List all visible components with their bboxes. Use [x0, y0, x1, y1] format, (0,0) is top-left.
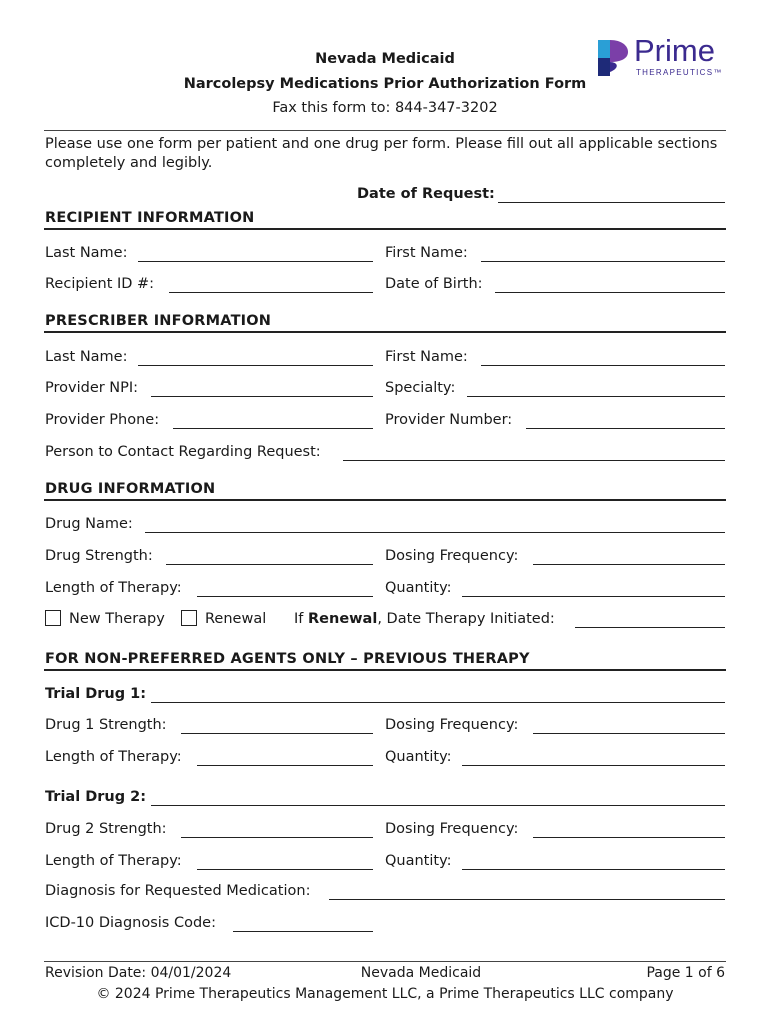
- contact-person-label: Person to Contact Regarding Request:: [45, 444, 321, 460]
- date-of-birth-label: Date of Birth:: [385, 276, 483, 292]
- logo-name: Prime: [634, 33, 715, 68]
- drug-2-quantity-field[interactable]: [462, 869, 725, 870]
- trial-drug-2-label: Trial Drug 2:: [45, 789, 147, 805]
- drug-1-length-of-therapy-field[interactable]: [197, 765, 373, 766]
- drug-strength-label: Drug Strength:: [45, 548, 153, 564]
- icd10-label: ICD-10 Diagnosis Code:: [45, 915, 216, 931]
- diagnosis-label: Diagnosis for Requested Medication:: [45, 883, 311, 899]
- prime-therapeutics-logo: [596, 33, 736, 80]
- drug-1-length-of-therapy-label: Length of Therapy:: [45, 749, 182, 765]
- drug-2-length-of-therapy-label: Length of Therapy:: [45, 853, 182, 869]
- trial-drug-1-label: Trial Drug 1:: [45, 686, 147, 702]
- footer-divider: [44, 961, 726, 962]
- provider-npi-label: Provider NPI:: [45, 380, 139, 396]
- provider-phone-label: Provider Phone:: [45, 412, 160, 428]
- drug-1-quantity-label: Quantity:: [385, 749, 452, 765]
- recipient-last-name-label: Last Name:: [45, 245, 128, 261]
- recipient-id-label: Recipient ID #:: [45, 276, 155, 292]
- section-heading-previous-therapy: FOR NON-PREFERRED AGENTS ONLY – PREVIOUS THERAPY: [45, 651, 530, 667]
- dosing-frequency-label: Dosing Frequency:: [385, 548, 519, 564]
- page-number: Page 1 of 6: [646, 965, 725, 981]
- date-therapy-initiated-field[interactable]: [575, 627, 725, 628]
- drug-2-quantity-label: Quantity:: [385, 853, 452, 869]
- prescriber-first-name-label: First Name:: [385, 349, 468, 365]
- drug-1-strength-label: Drug 1 Strength:: [45, 717, 167, 733]
- provider-number-label: Provider Number:: [385, 412, 513, 428]
- section-heading-prescriber: PRESCRIBER INFORMATION: [45, 313, 272, 329]
- specialty-field[interactable]: [467, 396, 725, 397]
- date-therapy-initiated-label: If Renewal, Date Therapy Initiated:: [294, 611, 555, 627]
- trial-drug-1-field[interactable]: [151, 702, 725, 703]
- drug-2-dosing-frequency-label: Dosing Frequency:: [385, 821, 519, 837]
- provider-npi-field[interactable]: [151, 396, 373, 397]
- header-divider: [44, 130, 726, 131]
- drug-2-length-of-therapy-field[interactable]: [197, 869, 373, 870]
- length-of-therapy-field[interactable]: [197, 596, 373, 597]
- drug-2-strength-label: Drug 2 Strength:: [45, 821, 167, 837]
- form-title: Narcolepsy Medications Prior Authorization Form: [183, 76, 587, 92]
- recipient-first-name-label: First Name:: [385, 245, 468, 261]
- provider-number-field[interactable]: [526, 428, 725, 429]
- renewal-label: Renewal: [205, 611, 267, 627]
- prime-logo-mark-icon: [596, 38, 630, 78]
- quantity-label: Quantity:: [385, 580, 452, 596]
- quantity-field[interactable]: [462, 596, 725, 597]
- drug-1-strength-field[interactable]: [181, 733, 373, 734]
- drug-1-dosing-frequency-field[interactable]: [533, 733, 725, 734]
- drug-2-dosing-frequency-field[interactable]: [533, 837, 725, 838]
- trial-drug-2-field[interactable]: [151, 805, 725, 806]
- prescriber-last-name-label: Last Name:: [45, 349, 128, 365]
- prescriber-first-name-field[interactable]: [481, 365, 725, 366]
- section-rule: [44, 228, 726, 230]
- date-of-request-field[interactable]: [498, 202, 725, 203]
- diagnosis-field[interactable]: [329, 899, 725, 900]
- contact-person-field[interactable]: [343, 460, 725, 461]
- new-therapy-checkbox[interactable]: [45, 610, 61, 626]
- drug-1-quantity-field[interactable]: [462, 765, 725, 766]
- recipient-first-name-field[interactable]: [481, 261, 725, 262]
- drug-1-dosing-frequency-label: Dosing Frequency:: [385, 717, 519, 733]
- renewal-checkbox[interactable]: [181, 610, 197, 626]
- section-rule: [44, 499, 726, 501]
- prescriber-last-name-field[interactable]: [138, 365, 373, 366]
- date-of-birth-field[interactable]: [495, 292, 725, 293]
- icd10-field[interactable]: [233, 931, 373, 932]
- specialty-label: Specialty:: [385, 380, 456, 396]
- section-rule: [44, 331, 726, 333]
- recipient-last-name-field[interactable]: [138, 261, 373, 262]
- dosing-frequency-field[interactable]: [533, 564, 725, 565]
- drug-name-field[interactable]: [145, 532, 725, 533]
- section-rule: [44, 669, 726, 671]
- revision-date: Revision Date: 04/01/2024: [45, 965, 232, 981]
- logo-tagline: THERAPEUTICS™: [636, 68, 723, 77]
- footer-agency: Nevada Medicaid: [360, 965, 482, 981]
- copyright: © 2024 Prime Therapeutics Management LLC, a Prime Therapeutics LLC company: [96, 986, 674, 1002]
- drug-strength-field[interactable]: [166, 564, 373, 565]
- new-therapy-label: New Therapy: [69, 611, 165, 627]
- date-of-request-label: Date of Request:: [357, 186, 495, 202]
- drug-name-label: Drug Name:: [45, 516, 133, 532]
- section-heading-recipient: RECIPIENT INFORMATION: [45, 210, 255, 226]
- instructions: Please use one form per patient and one drug per form. Please fill out all applicable sections completely and legibly.: [45, 136, 718, 171]
- recipient-id-field[interactable]: [169, 292, 373, 293]
- form-title-agency: Nevada Medicaid: [315, 51, 455, 67]
- provider-phone-field[interactable]: [173, 428, 373, 429]
- length-of-therapy-label: Length of Therapy:: [45, 580, 182, 596]
- fax-number: Fax this form to: 844-347-3202: [272, 100, 498, 116]
- section-heading-drug: DRUG INFORMATION: [45, 481, 216, 497]
- drug-2-strength-field[interactable]: [181, 837, 373, 838]
